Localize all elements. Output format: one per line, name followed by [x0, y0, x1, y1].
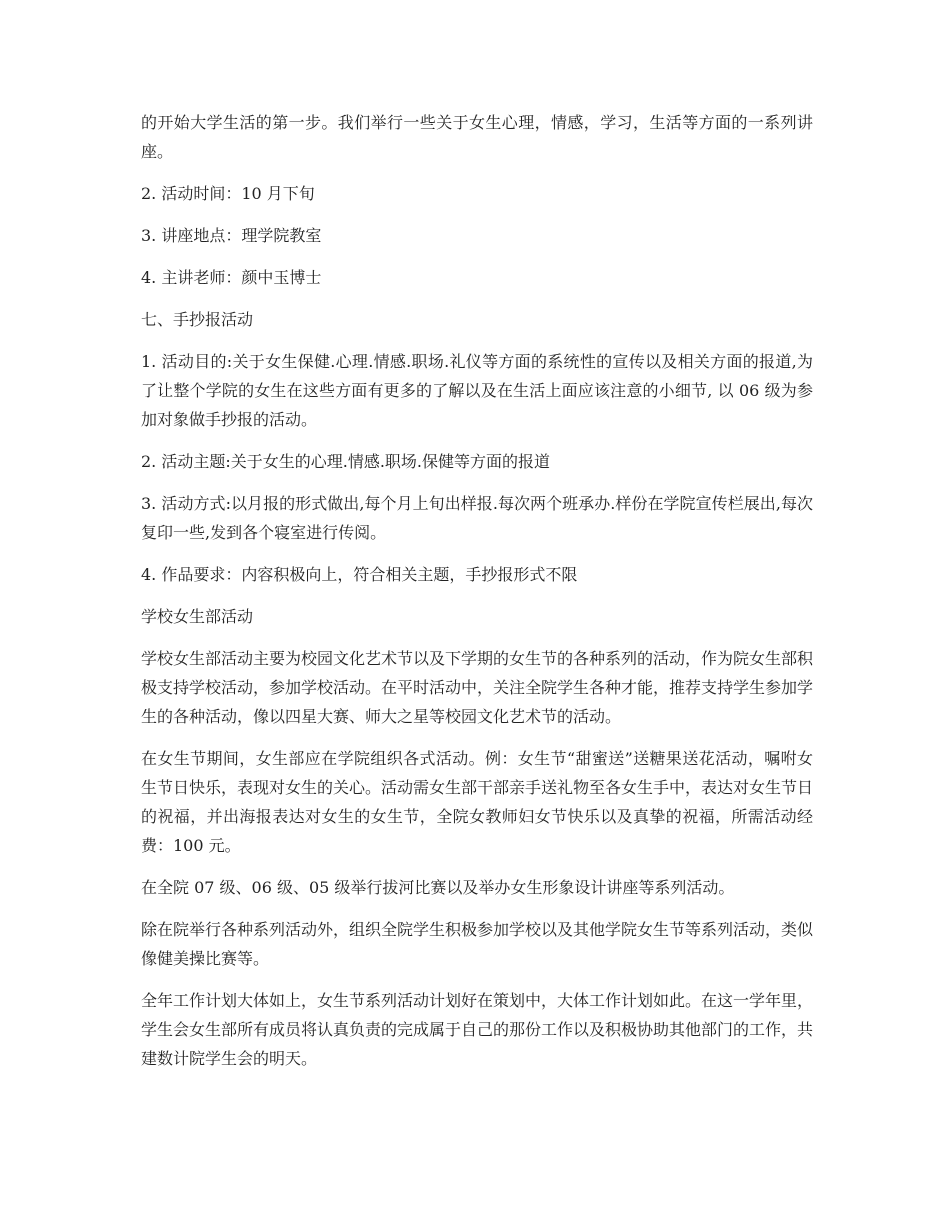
section-heading-school-girls-department: 学校女生部活动 — [141, 607, 254, 626]
document-body — [141, 108, 813, 1086]
paragraph-work-requirements: 4. 作品要求：内容积极向上，符合相关主题，手抄报形式不限 — [141, 565, 578, 584]
paragraph-lecture-location: 3. 讲座地点：理学院教室 — [141, 226, 322, 245]
paragraph-activity-time: 2. 活动时间：10 月下旬 — [141, 184, 315, 203]
paragraph-activity-theme: 2. 活动主题:关于女生的心理.情感.职场.保健等方面的报道 — [141, 452, 551, 471]
paragraph-school-activities: 学校女生部活动主要为校园文化艺术节以及下学期的女生节的各种系列的活动，作为院女生部积极支持学校活动，参加学校活动。在平时活动中，关注全院学生各种才能，推荐支持学生参加学生的各种活动，像以四星大赛、师大之星等校园文化艺术节的活动。 — [141, 649, 814, 726]
paragraph-conclusion: 全年工作计划大体如上，女生节系列活动计划好在策划中，大体工作计划如此。在这一学年里，学生会女生部所有成员将认真负责的完成属于自己的那份工作以及积极协助其他部门的工作，共建数计院学生会的明天。 — [141, 991, 814, 1068]
paragraph-lecturer: 4. 主讲老师：颜中玉博士 — [141, 268, 322, 287]
paragraph-activity-method: 3. 活动方式:以月报的形式做出,每个月上旬出样报.每次两个班承办.样份在学院宣传栏展出,每次复印一些,发到各个寝室进行传阅。 — [141, 494, 813, 542]
paragraph-intro-continuation: 的开始大学生活的第一步。我们举行一些关于女生心理，情感，学习，生活等方面的一系列讲座。 — [141, 113, 813, 161]
paragraph-tug-of-war: 在全院 07 级、06 级、05 级举行拔河比赛以及举办女生形象设计讲座等系列活动。 — [141, 878, 735, 897]
section-heading-handwritten-newspaper: 七、手抄报活动 — [141, 310, 254, 329]
paragraph-girls-day: 在女生节期间，女生部应在学院组织各式活动。例：女生节“甜蜜送”送糖果送花活动，嘱咐女生节日快乐，表现对女生的关心。活动需女生部干部亲手送礼物至各女生手中，表达对女生节日的祝福，并出海报表达对女生的女生节，全院女教师妇女节快乐以及真挚的祝福，所需活动经费：100 元。 — [141, 749, 814, 855]
paragraph-activity-purpose: 1. 活动目的:关于女生保健.心理.情感.职场.礼仪等方面的系统性的宣传以及相关方面的报道,为了让整个学院的女生在这些方面有更多的了解以及在生活上面应该注意的小细节, 以 06 级为参加对象做手抄报的活动。 — [141, 352, 813, 429]
paragraph-other-activities: 除在院举行各种系列活动外，组织全院学生积极参加学校以及其他学院女生节等系列活动，类似像健美操比赛等。 — [141, 920, 814, 968]
